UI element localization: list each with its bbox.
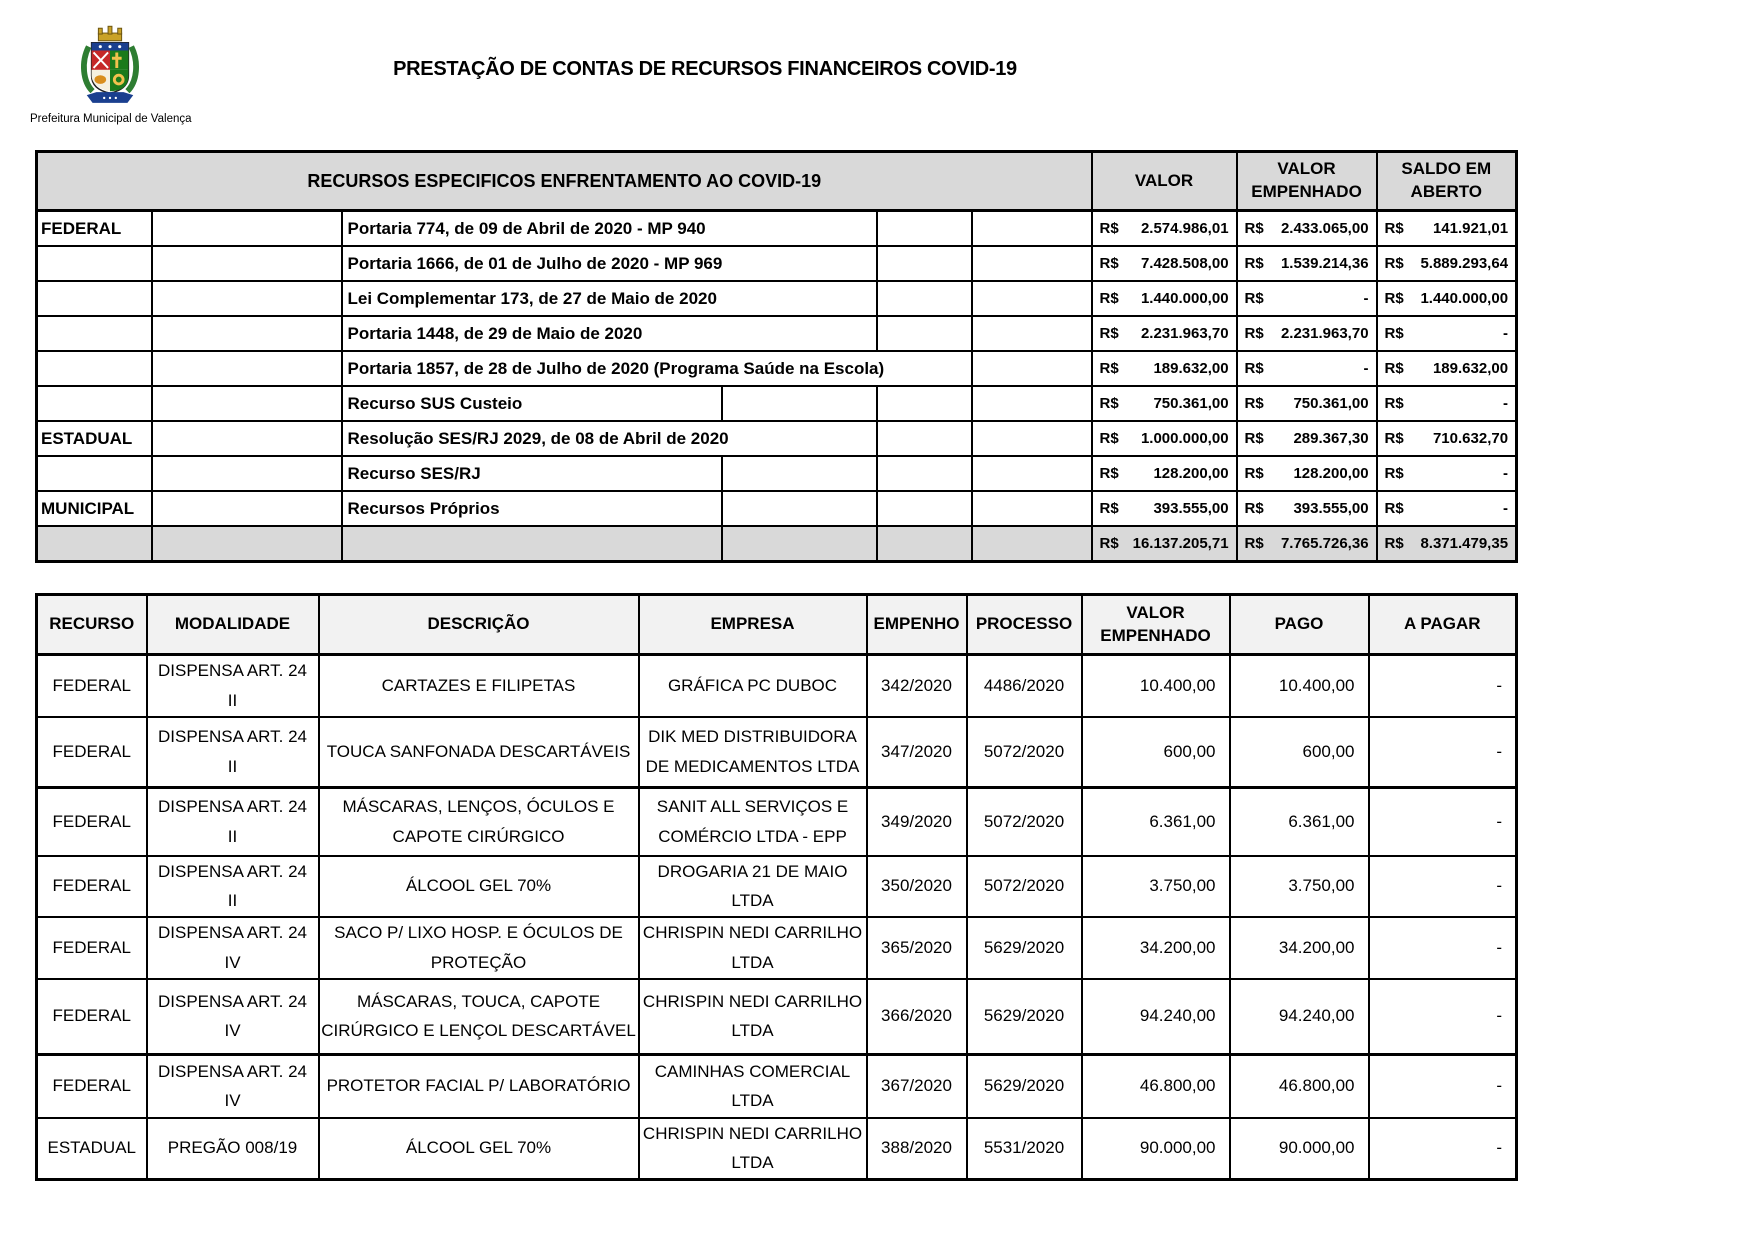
descricao-cell: PROTETOR FACIAL P/ LABORATÓRIO xyxy=(319,1055,639,1118)
pago-cell: 600,00 xyxy=(1230,717,1369,788)
table-row xyxy=(37,917,1517,979)
processo-cell: 5629/2020 xyxy=(967,979,1082,1055)
table-row xyxy=(37,788,1517,856)
descricao-cell: ÁLCOOL GEL 70% xyxy=(319,856,639,918)
amount: 393.555,00 xyxy=(1293,500,1369,517)
resources-table-header xyxy=(37,152,1517,211)
modalidade-cell: DISPENSA ART. 24 II xyxy=(147,655,319,717)
amount: 128.200,00 xyxy=(1293,465,1369,482)
valor-empenhado-cell: 10.400,00 xyxy=(1082,655,1230,717)
amount: 1.440.000,00 xyxy=(1420,290,1509,307)
description-cell: Portaria 1448, de 29 de Maio de 2020 xyxy=(342,316,877,351)
amount: 8.371.479,35 xyxy=(1420,535,1509,552)
descricao-cell: MÁSCARAS, LENÇOS, ÓCULOS E CAPOTE CIRÚRGICO xyxy=(319,788,639,856)
currency-symbol: R$ xyxy=(1384,220,1404,237)
category-cell xyxy=(37,351,152,386)
column-header-a-pagar: A PAGAR xyxy=(1369,595,1517,655)
amount: - xyxy=(1503,500,1509,517)
resources-table-title: RECURSOS ESPECIFICOS ENFRENTAMENTO AO COVID-19 xyxy=(37,152,1092,211)
amount: - xyxy=(1503,325,1509,342)
resources-table xyxy=(35,150,1518,563)
column-header-saldo-em-aberto: SALDO EM ABERTO xyxy=(1377,152,1517,211)
recurso-cell: FEDERAL xyxy=(37,917,147,979)
pago-cell: 6.361,00 xyxy=(1230,788,1369,856)
currency-symbol: R$ xyxy=(1099,255,1119,272)
description-cell: Recurso SES/RJ xyxy=(342,456,722,491)
amount: 750.361,00 xyxy=(1293,395,1369,412)
a-pagar-cell: - xyxy=(1369,917,1517,979)
table-row xyxy=(37,717,1517,788)
currency-symbol: R$ xyxy=(1244,430,1264,447)
currency-symbol: R$ xyxy=(1244,325,1264,342)
descricao-cell: TOUCA SANFONADA DESCARTÁVEIS xyxy=(319,717,639,788)
total-valor-empenhado-cell xyxy=(1237,526,1377,562)
valor-empenhado-cell: 94.240,00 xyxy=(1082,979,1230,1055)
valor-empenhado-cell xyxy=(1237,456,1377,491)
total-saldo-cell xyxy=(1377,526,1517,562)
valor-empenhado-cell xyxy=(1237,211,1377,247)
empenho-cell: 367/2020 xyxy=(867,1055,967,1118)
description-cell: Recursos Próprios xyxy=(342,491,722,526)
amount: 1.539.214,36 xyxy=(1280,255,1369,272)
pago-cell: 3.750,00 xyxy=(1230,856,1369,918)
description-cell: Portaria 774, de 09 de Abril de 2020 - MP 940 xyxy=(342,211,877,247)
valor-empenhado-cell: 600,00 xyxy=(1082,717,1230,788)
valor-empenhado-cell xyxy=(1237,246,1377,281)
org-name: Prefeitura Municipal de Valença xyxy=(30,113,192,125)
pago-cell: 34.200,00 xyxy=(1230,917,1369,979)
pago-cell: 90.000,00 xyxy=(1230,1118,1369,1180)
processo-cell: 4486/2020 xyxy=(967,655,1082,717)
modalidade-cell: DISPENSA ART. 24 II xyxy=(147,788,319,856)
pago-cell: 94.240,00 xyxy=(1230,979,1369,1055)
currency-symbol: R$ xyxy=(1384,360,1404,377)
table-row xyxy=(37,856,1517,918)
saldo-cell xyxy=(1377,316,1517,351)
table-row xyxy=(37,246,1517,281)
descricao-cell: CARTAZES E FILIPETAS xyxy=(319,655,639,717)
amount: 1.440.000,00 xyxy=(1140,290,1229,307)
expenses-table-header xyxy=(37,595,1517,655)
amount: 189.632,00 xyxy=(1432,360,1509,377)
modalidade-cell: DISPENSA ART. 24 IV xyxy=(147,917,319,979)
currency-symbol: R$ xyxy=(1384,500,1404,517)
currency-symbol: R$ xyxy=(1384,535,1404,552)
column-header-modalidade: MODALIDADE xyxy=(147,595,319,655)
currency-symbol: R$ xyxy=(1384,395,1404,412)
category-cell: MUNICIPAL xyxy=(37,491,152,526)
empenho-cell: 365/2020 xyxy=(867,917,967,979)
empresa-cell: CHRISPIN NEDI CARRILHO LTDA xyxy=(639,1118,867,1180)
valor-empenhado-cell xyxy=(1237,351,1377,386)
valor-cell xyxy=(1092,491,1237,526)
recurso-cell: ESTADUAL xyxy=(37,1118,147,1180)
pago-cell: 46.800,00 xyxy=(1230,1055,1369,1118)
valor-cell xyxy=(1092,281,1237,316)
valor-cell xyxy=(1092,246,1237,281)
saldo-cell xyxy=(1377,281,1517,316)
table-row xyxy=(37,316,1517,351)
currency-symbol: R$ xyxy=(1244,220,1264,237)
currency-symbol: R$ xyxy=(1384,430,1404,447)
valor-empenhado-cell xyxy=(1237,386,1377,421)
empresa-cell: CAMINHAS COMERCIAL LTDA xyxy=(639,1055,867,1118)
currency-symbol: R$ xyxy=(1099,430,1119,447)
amount: 2.433.065,00 xyxy=(1280,220,1369,237)
a-pagar-cell: - xyxy=(1369,856,1517,918)
pago-cell: 10.400,00 xyxy=(1230,655,1369,717)
saldo-cell xyxy=(1377,246,1517,281)
currency-symbol: R$ xyxy=(1244,535,1264,552)
valor-cell xyxy=(1092,456,1237,491)
column-header-recurso: RECURSO xyxy=(37,595,147,655)
a-pagar-cell: - xyxy=(1369,717,1517,788)
totals-row xyxy=(37,526,1517,562)
description-cell: Lei Complementar 173, de 27 de Maio de 2020 xyxy=(342,281,877,316)
processo-cell: 5072/2020 xyxy=(967,717,1082,788)
table-row xyxy=(37,281,1517,316)
processo-cell: 5072/2020 xyxy=(967,856,1082,918)
currency-symbol: R$ xyxy=(1384,290,1404,307)
a-pagar-cell: - xyxy=(1369,788,1517,856)
modalidade-cell: DISPENSA ART. 24 II xyxy=(147,717,319,788)
descricao-cell: MÁSCARAS, TOUCA, CAPOTE CIRÚRGICO E LENÇOL DESCARTÁVEL xyxy=(319,979,639,1055)
column-header-valor-empenhado: VALOR EMPENHADO xyxy=(1237,152,1377,211)
recurso-cell: FEDERAL xyxy=(37,655,147,717)
empenho-cell: 347/2020 xyxy=(867,717,967,788)
description-cell: Resolução SES/RJ 2029, de 08 de Abril de 2020 xyxy=(342,421,877,456)
saldo-cell xyxy=(1377,491,1517,526)
amount: 128.200,00 xyxy=(1153,465,1229,482)
currency-symbol: R$ xyxy=(1099,500,1119,517)
processo-cell: 5531/2020 xyxy=(967,1118,1082,1180)
recurso-cell: FEDERAL xyxy=(37,856,147,918)
amount: 1.000.000,00 xyxy=(1140,430,1229,447)
a-pagar-cell: - xyxy=(1369,979,1517,1055)
valor-empenhado-cell: 46.800,00 xyxy=(1082,1055,1230,1118)
recurso-cell: FEDERAL xyxy=(37,1055,147,1118)
recurso-cell: FEDERAL xyxy=(37,717,147,788)
recurso-cell: FEDERAL xyxy=(37,788,147,856)
column-header-descricao: DESCRIÇÃO xyxy=(319,595,639,655)
a-pagar-cell: - xyxy=(1369,1118,1517,1180)
valor-cell xyxy=(1092,316,1237,351)
currency-symbol: R$ xyxy=(1244,360,1264,377)
valor-cell xyxy=(1092,211,1237,247)
amount: 2.574.986,01 xyxy=(1140,220,1229,237)
document-title: PRESTAÇÃO DE CONTAS DE RECURSOS FINANCEIROS COVID-19 xyxy=(393,58,1017,80)
table-row xyxy=(37,456,1517,491)
empenho-cell: 350/2020 xyxy=(867,856,967,918)
modalidade-cell: PREGÃO 008/19 xyxy=(147,1118,319,1180)
valor-cell xyxy=(1092,386,1237,421)
currency-symbol: R$ xyxy=(1099,395,1119,412)
currency-symbol: R$ xyxy=(1244,465,1264,482)
processo-cell: 5072/2020 xyxy=(967,788,1082,856)
table-row xyxy=(37,421,1517,456)
modalidade-cell: DISPENSA ART. 24 II xyxy=(147,856,319,918)
currency-symbol: R$ xyxy=(1244,255,1264,272)
column-header-empresa: EMPRESA xyxy=(639,595,867,655)
saldo-cell xyxy=(1377,211,1517,247)
category-cell xyxy=(37,456,152,491)
amount: 141.921,01 xyxy=(1432,220,1509,237)
empresa-cell: DROGARIA 21 DE MAIO LTDA xyxy=(639,856,867,918)
valor-empenhado-cell: 3.750,00 xyxy=(1082,856,1230,918)
currency-symbol: R$ xyxy=(1099,360,1119,377)
category-cell: FEDERAL xyxy=(37,211,152,247)
column-header-valor-empenhado: VALOR EMPENHADO xyxy=(1082,595,1230,655)
amount: 7.765.726,36 xyxy=(1280,535,1369,552)
column-header-pago: PAGO xyxy=(1230,595,1369,655)
currency-symbol: R$ xyxy=(1244,500,1264,517)
table-row xyxy=(37,211,1517,247)
currency-symbol: R$ xyxy=(1099,220,1119,237)
total-valor-cell xyxy=(1092,526,1237,562)
description-cell: Recurso SUS Custeio xyxy=(342,386,722,421)
category-cell xyxy=(37,246,152,281)
empenho-cell: 342/2020 xyxy=(867,655,967,717)
category-cell xyxy=(37,316,152,351)
currency-symbol: R$ xyxy=(1099,290,1119,307)
amount: - xyxy=(1503,395,1509,412)
amount: 750.361,00 xyxy=(1153,395,1229,412)
column-header-valor: VALOR xyxy=(1092,152,1237,211)
valor-empenhado-cell: 34.200,00 xyxy=(1082,917,1230,979)
valor-empenhado-cell: 90.000,00 xyxy=(1082,1118,1230,1180)
saldo-cell xyxy=(1377,386,1517,421)
valor-cell xyxy=(1092,421,1237,456)
modalidade-cell: DISPENSA ART. 24 IV xyxy=(147,979,319,1055)
saldo-cell xyxy=(1377,456,1517,491)
amount: 393.555,00 xyxy=(1153,500,1229,517)
valor-empenhado-cell xyxy=(1237,421,1377,456)
a-pagar-cell: - xyxy=(1369,655,1517,717)
empresa-cell: CHRISPIN NEDI CARRILHO LTDA xyxy=(639,979,867,1055)
description-cell: Portaria 1857, de 28 de Julho de 2020 (Programa Saúde na Escola) xyxy=(342,351,972,386)
empenho-cell: 388/2020 xyxy=(867,1118,967,1180)
descricao-cell: ÁLCOOL GEL 70% xyxy=(319,1118,639,1180)
currency-symbol: R$ xyxy=(1244,290,1264,307)
empresa-cell: DIK MED DISTRIBUIDORA DE MEDICAMENTOS LTDA xyxy=(639,717,867,788)
saldo-cell xyxy=(1377,421,1517,456)
currency-symbol: R$ xyxy=(1099,465,1119,482)
valor-empenhado-cell xyxy=(1237,491,1377,526)
empresa-cell: GRÁFICA PC DUBOC xyxy=(639,655,867,717)
empenho-cell: 366/2020 xyxy=(867,979,967,1055)
valor-empenhado-cell xyxy=(1237,316,1377,351)
table-row xyxy=(37,1055,1517,1118)
recurso-cell: FEDERAL xyxy=(37,979,147,1055)
amount: 16.137.205,71 xyxy=(1132,535,1229,552)
table-row xyxy=(37,1118,1517,1180)
category-cell: ESTADUAL xyxy=(37,421,152,456)
empresa-cell: SANIT ALL SERVIÇOS E COMÉRCIO LTDA - EPP xyxy=(639,788,867,856)
valor-cell xyxy=(1092,351,1237,386)
currency-symbol: R$ xyxy=(1244,395,1264,412)
table-row xyxy=(37,491,1517,526)
empenho-cell: 349/2020 xyxy=(867,788,967,856)
amount: 5.889.293,64 xyxy=(1420,255,1509,272)
amount: 189.632,00 xyxy=(1153,360,1229,377)
processo-cell: 5629/2020 xyxy=(967,1055,1082,1118)
amount: 2.231.963,70 xyxy=(1280,325,1369,342)
table-row xyxy=(37,386,1517,421)
valor-empenhado-cell xyxy=(1237,281,1377,316)
amount: - xyxy=(1503,465,1509,482)
currency-symbol: R$ xyxy=(1384,465,1404,482)
saldo-cell xyxy=(1377,351,1517,386)
column-header-empenho: EMPENHO xyxy=(867,595,967,655)
valor-empenhado-cell: 6.361,00 xyxy=(1082,788,1230,856)
amount: 289.367,30 xyxy=(1293,430,1369,447)
currency-symbol: R$ xyxy=(1384,325,1404,342)
table-row xyxy=(37,351,1517,386)
description-cell: Portaria 1666, de 01 de Julho de 2020 - MP 969 xyxy=(342,246,877,281)
currency-symbol: R$ xyxy=(1099,535,1119,552)
processo-cell: 5629/2020 xyxy=(967,917,1082,979)
expenses-table xyxy=(35,593,1518,1181)
amount: 7.428.508,00 xyxy=(1140,255,1229,272)
amount: 2.231.963,70 xyxy=(1140,325,1229,342)
category-cell xyxy=(37,281,152,316)
empresa-cell: CHRISPIN NEDI CARRILHO LTDA xyxy=(639,917,867,979)
table-row xyxy=(37,655,1517,717)
amount: 710.632,70 xyxy=(1432,430,1509,447)
table-row xyxy=(37,979,1517,1055)
amount: - xyxy=(1363,290,1369,307)
column-header-processo: PROCESSO xyxy=(967,595,1082,655)
currency-symbol: R$ xyxy=(1384,255,1404,272)
currency-symbol: R$ xyxy=(1099,325,1119,342)
descricao-cell: SACO P/ LIXO HOSP. E ÓCULOS DE PROTEÇÃO xyxy=(319,917,639,979)
a-pagar-cell: - xyxy=(1369,1055,1517,1118)
modalidade-cell: DISPENSA ART. 24 IV xyxy=(147,1055,319,1118)
category-cell xyxy=(37,386,152,421)
amount: - xyxy=(1363,360,1369,377)
